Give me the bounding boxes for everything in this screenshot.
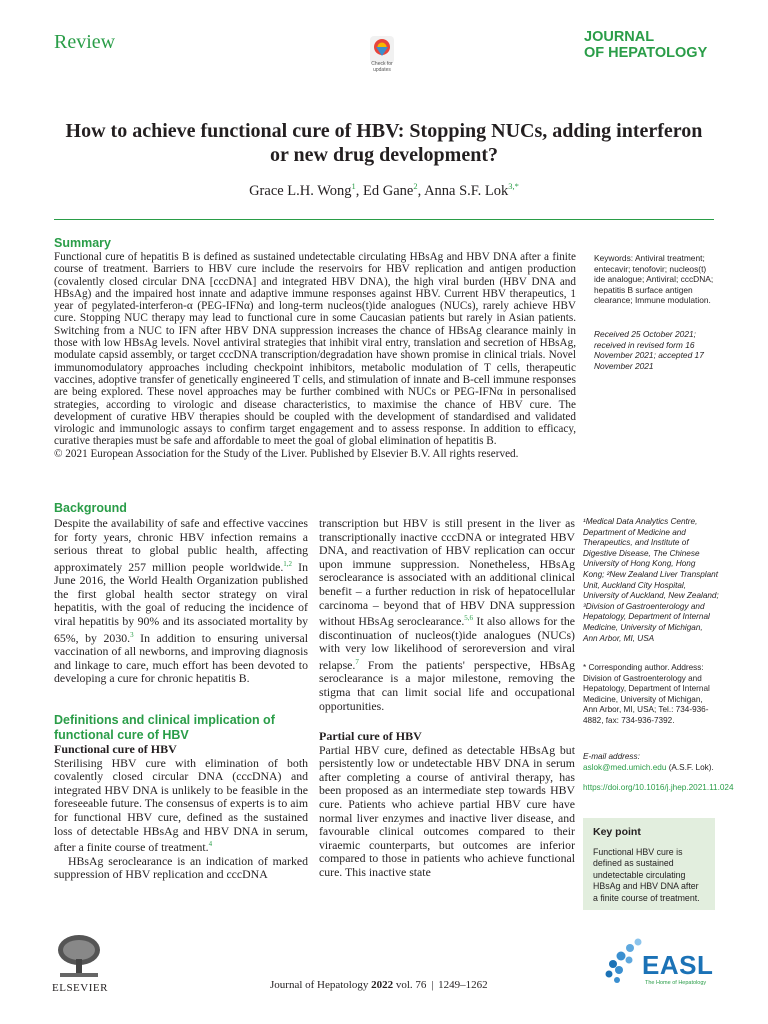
journal-pages: 1249–1262 [438, 979, 488, 991]
citation-link[interactable]: 7 [355, 657, 359, 666]
summary-text: Functional cure of hepatitis B is defined as sustained undetectable circulating HBsAg and HBV DNA after a finite course of treatment. Barriers to HBV cure include the reservoirs for HBV replication and antigen production (covalently closed circular DNA [cccDNA] and integrated HBV DNA), the high viral burden (HBV DNA and HBsAg) and the impaired host innate and adaptive immune responses against HBV. Current HBV therapeutics, 1 year of pegylated-interferon-α (PEG-IFNα) and long-term nucleos(t)ide analogues (NUCs), rarely achieve HBV cure. Stopping NUC therapy may lead to functional cure in some Caucasian patients but rarely in Asian patients. Switching from a NUC to IFN after HBV DNA suppression increases the chance of HBsAg clearance mainly in those with low HBsAg levels. Novel antiviral strategies that inhibit viral entry, translation and secretion of HBsAg, modulate capsid assembly, or target cccDNA transcription/degradation have shown promise in clinical trials. Novel immunomodulatory approaches including checkpoint inhibitors, metabolic modulation of T cells, therapeutic vaccines, adoptive transfer of genetically engineered T cells, and stimulation of innate and B-cell immune responses are being explored. These novel approaches may be further combined with NUCs or PEG-IFNα in personalised strategies, according to virologic and disease characteristics, to maximise the chance of HBV cure. The development of curative HBV therapies should be coupled with the development of standardised and validated virologic and immunologic assays to confirm target engagement and to assess response. In addition to efficacy, curative therapies must be safe and affordable to meet the goal of global elimination of hepatitis B. [54, 251, 576, 448]
journal-citation [270, 979, 488, 991]
functional-cure-text: HBsAg seroclearance is an indication of marked suppression of HBV replication and cccDNA [54, 853, 308, 882]
easl-logo: EASL [642, 950, 714, 980]
author-affiliation-ref[interactable]: 3,* [508, 181, 519, 191]
author-name[interactable]: Anna S.F. Lok [424, 182, 509, 199]
email-label: E-mail address: [583, 752, 640, 761]
check-for-updates-label: Check for updates [371, 61, 393, 73]
background-heading: Background [54, 501, 127, 515]
col2-text: It also allows for the discontinuation of nucleos(t)ide analogues (NUCs) with very low likelihood of seroreversion and viral relapse. [319, 614, 575, 672]
doi-link[interactable]: https://doi.org/10.1016/j.jhep.2021.11.024 [583, 783, 734, 793]
journal-name: Journal of Hepatology [270, 979, 369, 991]
author-separator: , [417, 182, 425, 199]
partial-cure-section [319, 730, 575, 880]
journal-logo [584, 29, 707, 61]
citation-link[interactable]: 4 [208, 840, 213, 849]
functional-cure-text: Sterilising HBV cure with elimination of both covalently closed circular DNA (cccDNA) and integrated HBV DNA is unlikely to be feasible in the foreseeable future. The consensus of experts is to aim for functional HBV cure, defined as the sustained loss of detectable HBsAg and HBV DNA in serum, after a finite course of treatment. [54, 755, 308, 855]
author-separator: , [355, 182, 364, 199]
partial-cure-subheading: Partial cure of HBV [319, 729, 422, 743]
header-divider [54, 219, 714, 220]
journal-logo-line2: OF HEPATOLOGY [584, 45, 708, 61]
background-text: In addition to ensuring universal vaccination of all newborns, and improving diagnosis and linkage to care, much effort has been devoted to developing a cure for chronic hepatitis B. [54, 630, 309, 686]
citation-separator: | [431, 979, 434, 991]
col2-text: transcription but HBV is still present in the liver as transcriptionally inactive cccDNA or integrated HBV DNA, and reactivation of HBV replication can occur upon immune suppression. Nonetheless, HBsAg seroclearance is associated with an additional clinical benefit – a further reduction in risk of hepatocellular carcinoma – beyond that of HBV DNA suppression without HBsAg seroclearance. [319, 516, 575, 629]
author-affiliation-ref[interactable]: 2 [413, 181, 418, 191]
key-point-title: Key point [593, 826, 641, 838]
keywords: Keywords: Antiviral treatment; entecavir; tenofovir; nucleos(t) ide analogue; Antiviral; cccDNA; hepatitis B surface antigen clearance; Immune modulation. [594, 253, 714, 306]
partial-cure-text: Partial HBV cure, defined as detectable HBsAg but persistently low or undetectable HBV DNA in serum after completing a course of antiviral therapy, has been proposed as an intermediate step towards HBV cure. Patients who achieve partial HBV cure have normal liver enzymes and inactive liver disease, and favourable clinical outcomes compared to their viraemic counterparts, but outcomes are inferior compared to those in patients who achieve functional cure. This inactive state [319, 742, 575, 879]
background-paragraph [54, 517, 308, 686]
journal-volume: vol. 76 [395, 979, 427, 991]
contact-block [583, 752, 734, 794]
publisher-name: ELSEVIER [52, 982, 108, 994]
corresponding-author: * Corresponding author. Address: Division of Gastroenterology and Hepatology, Department of Internal Medicine, University of Michigan, Ann Arbor, MI, USA; Tel.: 734-936-4882, fax: 734-936-7392. [583, 663, 710, 725]
citation-link[interactable]: 1,2 [283, 559, 293, 568]
functional-cure-subheading: Functional cure of HBV [54, 742, 177, 756]
author-name[interactable]: Grace L.H. Wong [249, 182, 352, 199]
key-point-box [583, 818, 715, 910]
summary-heading: Summary [54, 236, 111, 250]
section-label: Review [54, 31, 116, 53]
functional-cure-section [54, 743, 308, 882]
summary-abstract [54, 251, 576, 460]
journal-year: 2022 [371, 979, 394, 991]
elsevier-tree-logo [54, 933, 104, 979]
citation-link[interactable]: 3 [130, 630, 134, 639]
background-text: In June 2016, the World Health Organization published the first global health sector strategy on viral hepatitis, with the goal of reducing the incidence of viral hepatitis by 90% and its associated mortality by 65%, by 2030. [54, 559, 309, 645]
journal-logo-line1: JOURNAL [584, 29, 655, 45]
author-name[interactable]: Ed Gane [363, 182, 414, 199]
copyright-line: © 2021 European Association for the Study of the Liver. Published by Elsevier B.V. All rights reserved. [54, 447, 519, 460]
citation-link[interactable]: 5,6 [464, 614, 474, 623]
col2-paragraph [319, 517, 575, 713]
affiliations: ¹Medical Data Analytics Centre, Department of Medicine and Therapeutics, and Institute of Digestive Disease, The Chinese University of Hong Kong, Hong Kong; ²New Zealand Liver Transplant Unit, Auckland City Hospital, University of Auckland, New Zealand; ³Division of Gastroenterology and Hepatology, Department of Internal Medicine, University of Michigan, Ann Arbor, MI, USA [583, 517, 719, 643]
author-affiliation-ref[interactable]: 1 [351, 181, 356, 191]
author-list [60, 181, 708, 200]
easl-tagline: The Home of Hepatology [645, 980, 707, 986]
email-owner: (A.S.F. Lok). [668, 762, 714, 772]
key-point-text: Functional HBV cure is defined as sustained undetectable circulating HBsAg and HBV DNA after a finite course of treatment. [593, 847, 700, 903]
background-text: Despite the availability of safe and effective vaccines for forty years, chronic HBV infection remains a serious threat to global public health, affecting approximately 257 million people worldwide. [54, 516, 308, 574]
received-dates: Received 25 October 2021; received in revised form 16 November 2021; accepted 17 November 2021 [594, 329, 704, 371]
email-link[interactable]: aslok@med.umich.edu [583, 762, 667, 772]
article-title: How to achieve functional cure of HBV: Stopping NUCs, adding interferon or new drug development? [65, 120, 703, 166]
definitions-heading: Definitions and clinical implication of functional cure of HBV [54, 713, 275, 742]
col2-text: From the patients' perspective, HBsAg seroclearance is a major milestone, removing the stigma that can limit social life and occupational opportunities. [319, 657, 575, 713]
